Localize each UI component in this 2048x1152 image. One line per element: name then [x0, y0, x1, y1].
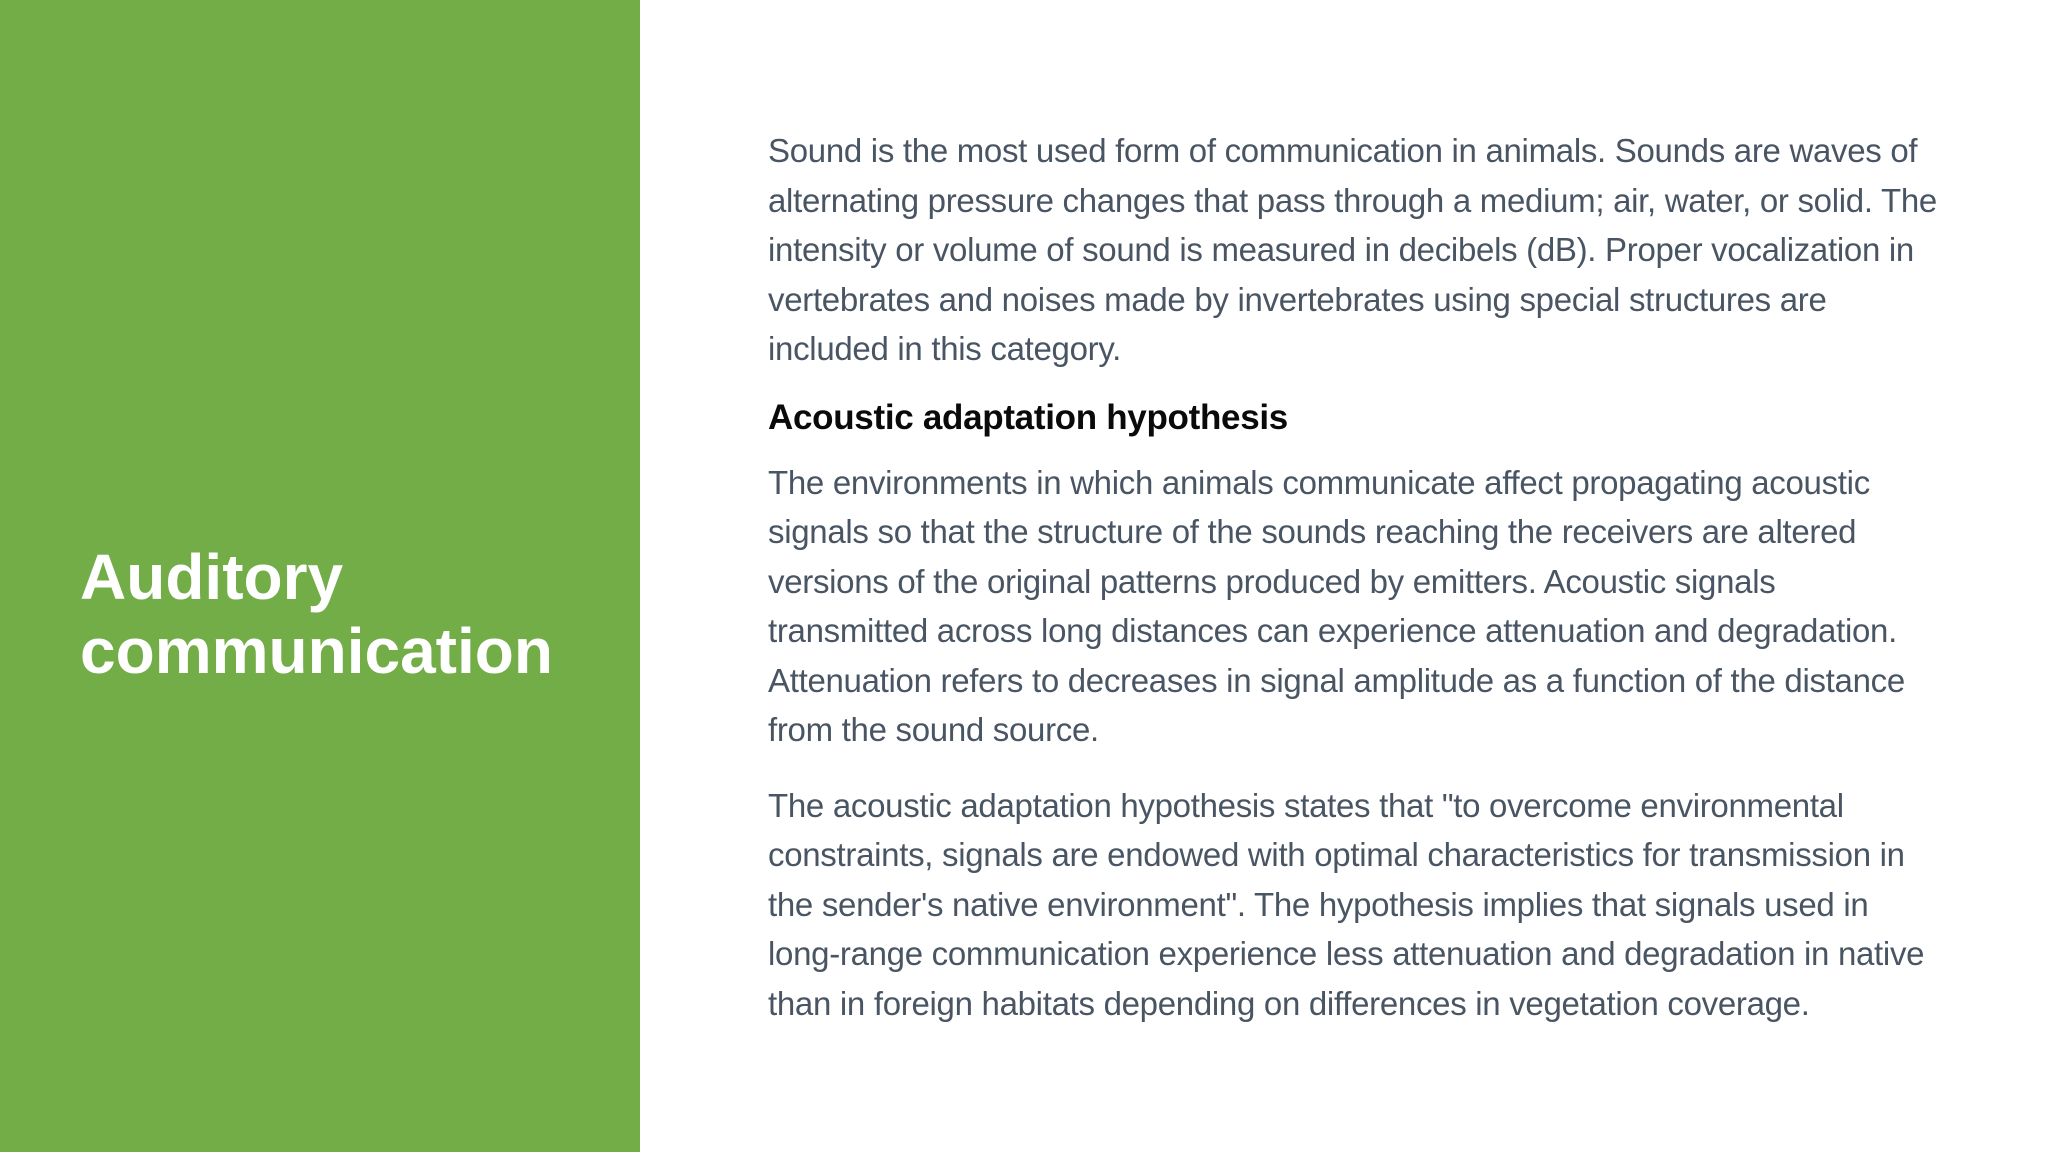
body-paragraph-2: The acoustic adaptation hypothesis states that "to overcome environmental constraints, signals are endowed with optimal characteristics for transmission in the sender's native environment". The hypothesis implies that signals used in long-range communication experience less attenuation and degradation in native than in foreign habitats depending on differences in vegetation coverage. [768, 786, 1925, 1022]
title-panel [0, 0, 640, 1152]
intro-paragraph: Sound is the most used form of communication in animals. Sounds are waves of alternating pressure changes that pass through a medium; air, water, or solid. The intensity or volume of sound is measured in decibels (dB). Proper vocalization in vertebrates and noises made by invertebrates using special structures are included in this category. [768, 132, 1937, 367]
section-heading: Acoustic adaptation hypothesis [768, 397, 1288, 437]
slide-title: Auditory communication [80, 541, 553, 687]
content-area [768, 126, 1938, 1028]
body-paragraph-1: The environments in which animals communicate affect propagating acoustic signals so that the structure of the sounds reaching the receivers are altered versions of the original patterns produced by emitters. Acoustic signals transmitted across long distances can experience attenuation and degradation. Attenuation refers to decreases in signal amplitude as a function of the distance from the sound source. [768, 463, 1905, 748]
